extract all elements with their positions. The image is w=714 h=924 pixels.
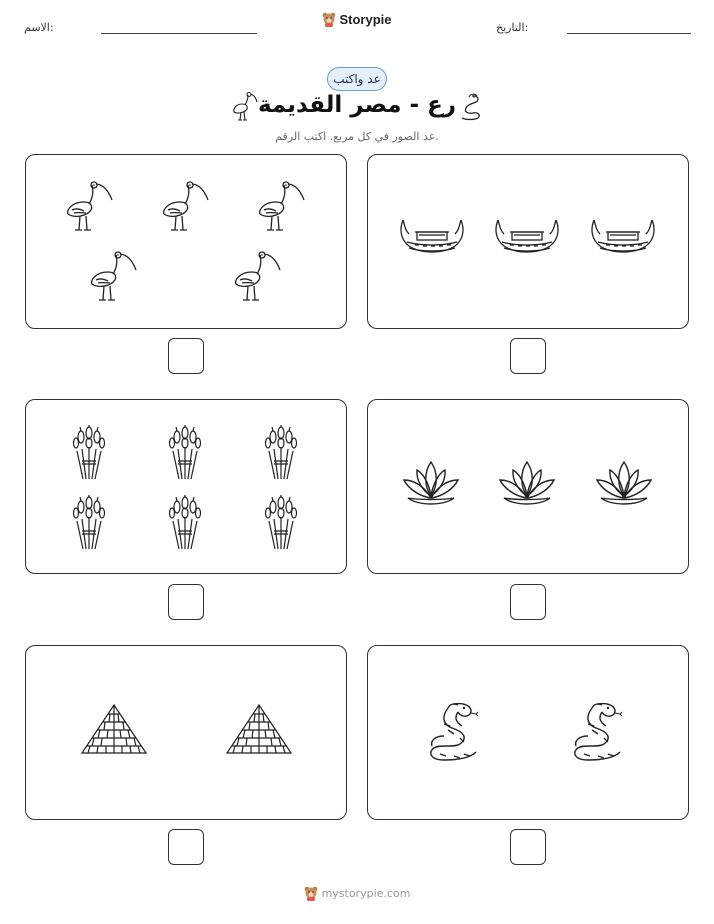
answer-box-wheat[interactable]	[168, 584, 204, 620]
cobra-card	[367, 645, 689, 820]
wheat-icon	[168, 495, 202, 549]
ibis-icon	[254, 180, 310, 234]
name-label: الاسم:	[24, 21, 54, 34]
answer-box-boat[interactable]	[510, 338, 546, 374]
ibis-icon	[86, 250, 142, 304]
activity-badge: عد واكتب	[327, 67, 387, 91]
lotus-icon	[593, 460, 655, 508]
name-line[interactable]	[101, 33, 257, 34]
lotus-icon	[496, 460, 558, 508]
answer-box-lotus[interactable]	[510, 584, 546, 620]
boat-icon	[588, 216, 658, 268]
brand-logo	[0, 12, 714, 27]
pyramid-card	[25, 645, 347, 820]
cobra-icon	[568, 700, 624, 764]
bear-mascot-icon	[322, 12, 336, 27]
instructions: عد الصور في كل مربع. اكتب الرقم.	[275, 130, 439, 143]
pyramid-icon	[80, 703, 148, 757]
wheat-icon	[264, 425, 298, 479]
brand-name: Storypie	[339, 12, 392, 27]
date-line[interactable]	[567, 33, 691, 34]
cobra-icon	[424, 700, 480, 764]
answer-box-ibis[interactable]	[168, 338, 204, 374]
bear-mascot-icon	[304, 886, 318, 901]
date-label: التاريخ:	[496, 21, 529, 34]
ibis-icon	[230, 250, 286, 304]
boat-icon	[397, 216, 467, 268]
page-title: رع - مصر القديمة	[257, 92, 457, 118]
footer-url[interactable]: mystorypie.com	[321, 887, 411, 900]
answer-box-cobra[interactable]	[510, 829, 546, 865]
wheat-icon	[72, 425, 106, 479]
lotus-icon	[400, 460, 462, 508]
wheat-icon	[72, 495, 106, 549]
pyramid-icon	[225, 703, 293, 757]
wheat-icon	[264, 495, 298, 549]
ibis-icon	[158, 180, 214, 234]
boat-icon	[492, 216, 562, 268]
cobra-icon	[456, 92, 486, 122]
answer-box-pyramid[interactable]	[168, 829, 204, 865]
wheat-icon	[168, 425, 202, 479]
footer	[0, 886, 714, 901]
ibis-icon	[62, 180, 118, 234]
